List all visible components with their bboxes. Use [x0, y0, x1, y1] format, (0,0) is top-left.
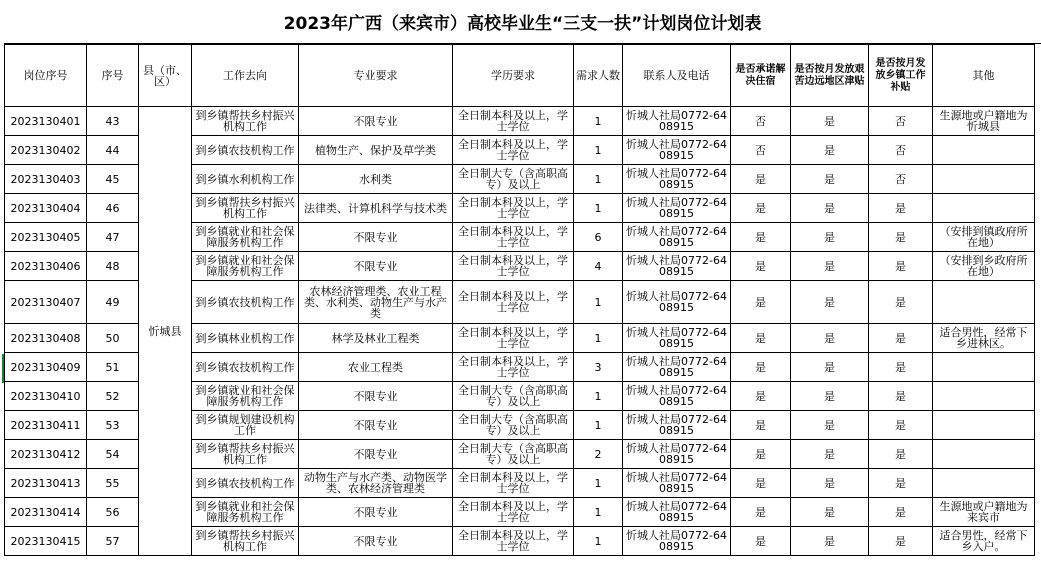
cell-dest[interactable]: 到乡镇农技机构工作 [192, 469, 299, 498]
cell-county[interactable]: 忻城县 [139, 107, 192, 556]
cell-num[interactable]: 1 [574, 382, 623, 411]
cell-housing[interactable]: 是 [731, 324, 791, 353]
cell-seq[interactable]: 44 [87, 136, 139, 165]
header-dest[interactable]: 工作去向 [192, 45, 299, 107]
cell-seq[interactable]: 50 [87, 324, 139, 353]
cell-num[interactable]: 1 [574, 324, 623, 353]
cell-town[interactable]: 是 [869, 527, 933, 556]
cell-seq[interactable]: 54 [87, 440, 139, 469]
cell-contact[interactable]: 忻城人社局0772-6408915 [623, 527, 731, 556]
cell-num[interactable]: 3 [574, 353, 623, 382]
cell-code[interactable]: 2023130409 [5, 353, 87, 382]
cell-edu[interactable]: 全日制大专（含高职高专）及以上 [453, 382, 574, 411]
cell-num[interactable]: 1 [574, 469, 623, 498]
cell-town[interactable]: 是 [869, 353, 933, 382]
cell-remote[interactable]: 是 [791, 136, 869, 165]
cell-remote[interactable]: 是 [791, 223, 869, 252]
cell-housing[interactable]: 是 [731, 223, 791, 252]
cell-housing[interactable]: 否 [731, 107, 791, 136]
cell-edu[interactable]: 全日制本科及以上，学士学位 [453, 527, 574, 556]
header-seq[interactable]: 序号 [87, 45, 139, 107]
cell-seq[interactable]: 52 [87, 382, 139, 411]
cell-major[interactable]: 不限专业 [299, 498, 453, 527]
cell-other[interactable] [933, 165, 1035, 194]
cell-town[interactable]: 是 [869, 281, 933, 324]
cell-remote[interactable]: 是 [791, 382, 869, 411]
cell-major[interactable]: 动物生产与水产类、动物医学类、农林经济管理类 [299, 469, 453, 498]
cell-contact[interactable]: 忻城人社局0772-6408915 [623, 411, 731, 440]
cell-remote[interactable]: 是 [791, 469, 869, 498]
cell-contact[interactable]: 忻城人社局0772-6408915 [623, 440, 731, 469]
positions-table [4, 44, 1035, 556]
cell-dest[interactable]: 到乡镇农技机构工作 [192, 353, 299, 382]
cell-housing[interactable]: 是 [731, 382, 791, 411]
cell-edu[interactable]: 全日制大专（含高职高专）及以上 [453, 440, 574, 469]
cell-major[interactable]: 法律类、计算机科学与技术类 [299, 194, 453, 223]
cell-dest[interactable]: 到乡镇林业机构工作 [192, 324, 299, 353]
cell-contact[interactable]: 忻城人社局0772-6408915 [623, 252, 731, 281]
cell-seq[interactable]: 56 [87, 498, 139, 527]
cell-edu[interactable]: 全日制本科及以上，学士学位 [453, 469, 574, 498]
cell-remote[interactable]: 是 [791, 194, 869, 223]
cell-num[interactable]: 1 [574, 498, 623, 527]
cell-other[interactable]: 生源地或户籍地为来宾市 [933, 498, 1035, 527]
cell-town[interactable]: 是 [869, 324, 933, 353]
cell-edu[interactable]: 全日制本科及以上，学士学位 [453, 223, 574, 252]
cell-other[interactable]: 适合男性，经常下乡进林区。 [933, 324, 1035, 353]
cell-dest[interactable]: 到乡镇农技机构工作 [192, 281, 299, 324]
cell-num[interactable]: 1 [574, 527, 623, 556]
cell-town[interactable]: 是 [869, 440, 933, 469]
cell-seq[interactable]: 49 [87, 281, 139, 324]
cell-code[interactable]: 2023130411 [5, 411, 87, 440]
cell-contact[interactable]: 忻城人社局0772-6408915 [623, 382, 731, 411]
cell-remote[interactable]: 是 [791, 165, 869, 194]
cell-dest[interactable]: 到乡镇帮扶乡村振兴机构工作 [192, 194, 299, 223]
cell-num[interactable]: 1 [574, 136, 623, 165]
header-edu[interactable]: 学历要求 [453, 45, 574, 107]
cell-major[interactable]: 不限专业 [299, 223, 453, 252]
cell-seq[interactable]: 48 [87, 252, 139, 281]
cell-other[interactable]: 生源地或户籍地为忻城县 [933, 107, 1035, 136]
cell-dest[interactable]: 到乡镇帮扶乡村振兴机构工作 [192, 107, 299, 136]
cell-town[interactable]: 是 [869, 411, 933, 440]
cell-major[interactable]: 植物生产、保护及草学类 [299, 136, 453, 165]
cell-contact[interactable]: 忻城人社局0772-6408915 [623, 353, 731, 382]
cell-other[interactable]: （安排到乡政府所在地） [933, 252, 1035, 281]
cell-num[interactable]: 1 [574, 281, 623, 324]
cell-num[interactable]: 6 [574, 223, 623, 252]
cell-other[interactable] [933, 411, 1035, 440]
header-remote[interactable]: 是否按月发放艰苦边远地区津贴 [791, 45, 869, 107]
cell-major[interactable]: 不限专业 [299, 440, 453, 469]
cell-housing[interactable]: 否 [731, 136, 791, 165]
cell-edu[interactable]: 全日制本科及以上，学士学位 [453, 498, 574, 527]
cell-edu[interactable]: 全日制本科及以上，学士学位 [453, 324, 574, 353]
cell-seq[interactable]: 47 [87, 223, 139, 252]
cell-seq[interactable]: 43 [87, 107, 139, 136]
cell-seq[interactable]: 57 [87, 527, 139, 556]
header-num[interactable]: 需求人数 [574, 45, 623, 107]
cell-dest[interactable]: 到乡镇就业和社会保障服务机构工作 [192, 382, 299, 411]
cell-major[interactable]: 不限专业 [299, 382, 453, 411]
header-contact[interactable]: 联系人及电话 [623, 45, 731, 107]
cell-town[interactable]: 是 [869, 194, 933, 223]
cell-num[interactable]: 1 [574, 107, 623, 136]
cell-major[interactable]: 不限专业 [299, 252, 453, 281]
cell-housing[interactable]: 是 [731, 469, 791, 498]
cell-major[interactable]: 水利类 [299, 165, 453, 194]
cell-housing[interactable]: 是 [731, 440, 791, 469]
cell-town[interactable]: 是 [869, 498, 933, 527]
cell-remote[interactable]: 是 [791, 353, 869, 382]
cell-town[interactable]: 是 [869, 469, 933, 498]
cell-dest[interactable]: 到乡镇水利机构工作 [192, 165, 299, 194]
header-housing[interactable]: 是否承诺解决住宿 [731, 45, 791, 107]
cell-contact[interactable]: 忻城人社局0772-6408915 [623, 324, 731, 353]
cell-contact[interactable]: 忻城人社局0772-6408915 [623, 498, 731, 527]
cell-housing[interactable]: 是 [731, 252, 791, 281]
cell-code[interactable]: 2023130401 [5, 107, 87, 136]
cell-code[interactable]: 2023130415 [5, 527, 87, 556]
cell-edu[interactable]: 全日制本科及以上，学士学位 [453, 252, 574, 281]
cell-dest[interactable]: 到乡镇农技机构工作 [192, 136, 299, 165]
cell-major[interactable]: 不限专业 [299, 527, 453, 556]
cell-contact[interactable]: 忻城人社局0772-6408915 [623, 194, 731, 223]
cell-contact[interactable]: 忻城人社局0772-6408915 [623, 223, 731, 252]
cell-code[interactable]: 2023130413 [5, 469, 87, 498]
cell-code[interactable]: 2023130408 [5, 324, 87, 353]
cell-housing[interactable]: 是 [731, 194, 791, 223]
cell-major[interactable]: 不限专业 [299, 107, 453, 136]
cell-code[interactable]: 2023130414 [5, 498, 87, 527]
cell-major[interactable]: 农林经济管理类、农业工程类、水利类、动物生产与水产类 [299, 281, 453, 324]
header-other[interactable]: 其他 [933, 45, 1035, 107]
header-major[interactable]: 专业要求 [299, 45, 453, 107]
cell-edu[interactable]: 全日制本科及以上，学士学位 [453, 281, 574, 324]
cell-seq[interactable]: 53 [87, 411, 139, 440]
cell-major[interactable]: 林学及林业工程类 [299, 324, 453, 353]
cell-num[interactable]: 1 [574, 411, 623, 440]
cell-edu[interactable]: 全日制本科及以上，学士学位 [453, 136, 574, 165]
cell-housing[interactable]: 是 [731, 411, 791, 440]
cell-seq[interactable]: 46 [87, 194, 139, 223]
cell-housing[interactable]: 是 [731, 527, 791, 556]
cell-major[interactable]: 不限专业 [299, 411, 453, 440]
cell-housing[interactable]: 是 [731, 281, 791, 324]
cell-remote[interactable]: 是 [791, 411, 869, 440]
cell-major[interactable]: 农业工程类 [299, 353, 453, 382]
cell-seq[interactable]: 51 [87, 353, 139, 382]
cell-other[interactable] [933, 469, 1035, 498]
cell-num[interactable]: 1 [574, 194, 623, 223]
cell-edu[interactable]: 全日制本科及以上，学士学位 [453, 107, 574, 136]
header-county[interactable]: 县（市、区） [139, 45, 192, 107]
cell-town[interactable]: 是 [869, 382, 933, 411]
cell-remote[interactable]: 是 [791, 252, 869, 281]
cell-other[interactable]: 适合男性，经常下乡入户。 [933, 527, 1035, 556]
cell-town[interactable]: 是 [869, 252, 933, 281]
cell-dest[interactable]: 到乡镇帮扶乡村振兴机构工作 [192, 440, 299, 469]
cell-code[interactable]: 2023130407 [5, 281, 87, 324]
cell-num[interactable]: 4 [574, 252, 623, 281]
cell-edu[interactable]: 全日制大专（含高职高专）及以上 [453, 411, 574, 440]
cell-town[interactable]: 否 [869, 107, 933, 136]
cell-code[interactable]: 2023130410 [5, 382, 87, 411]
cell-seq[interactable]: 55 [87, 469, 139, 498]
cell-remote[interactable]: 是 [791, 440, 869, 469]
cell-contact[interactable]: 忻城人社局0772-6408915 [623, 136, 731, 165]
cell-dest[interactable]: 到乡镇帮扶乡村振兴机构工作 [192, 527, 299, 556]
cell-remote[interactable]: 是 [791, 324, 869, 353]
cell-remote[interactable]: 是 [791, 107, 869, 136]
cell-dest[interactable]: 到乡镇规划建设机构工作 [192, 411, 299, 440]
cell-seq[interactable]: 45 [87, 165, 139, 194]
cell-other[interactable] [933, 353, 1035, 382]
cell-edu[interactable]: 全日制本科及以上，学士学位 [453, 353, 574, 382]
cell-code[interactable]: 2023130406 [5, 252, 87, 281]
cell-housing[interactable]: 是 [731, 353, 791, 382]
cell-code[interactable]: 2023130404 [5, 194, 87, 223]
cell-town[interactable]: 否 [869, 165, 933, 194]
cell-housing[interactable]: 是 [731, 498, 791, 527]
header-town[interactable]: 是否按月发放乡镇工作补贴 [869, 45, 933, 107]
cell-dest[interactable]: 到乡镇就业和社会保障服务机构工作 [192, 223, 299, 252]
cell-contact[interactable]: 忻城人社局0772-6408915 [623, 107, 731, 136]
cell-edu[interactable]: 全日制大专（含高职高专）及以上 [453, 165, 574, 194]
cell-contact[interactable]: 忻城人社局0772-6408915 [623, 469, 731, 498]
cell-other[interactable]: （安排到镇政府所在地） [933, 223, 1035, 252]
cell-other[interactable] [933, 382, 1035, 411]
cell-remote[interactable]: 是 [791, 281, 869, 324]
cell-code[interactable]: 2023130403 [5, 165, 87, 194]
cell-other[interactable] [933, 281, 1035, 324]
cell-code[interactable]: 2023130402 [5, 136, 87, 165]
cell-contact[interactable]: 忻城人社局0772-6408915 [623, 281, 731, 324]
cell-contact[interactable]: 忻城人社局0772-6408915 [623, 165, 731, 194]
cell-dest[interactable]: 到乡镇就业和社会保障服务机构工作 [192, 252, 299, 281]
header-code[interactable]: 岗位序号 [5, 45, 87, 107]
cell-town[interactable]: 是 [869, 223, 933, 252]
cell-code[interactable]: 2023130405 [5, 223, 87, 252]
cell-num[interactable]: 2 [574, 440, 623, 469]
cell-town[interactable]: 否 [869, 136, 933, 165]
cell-code[interactable]: 2023130412 [5, 440, 87, 469]
cell-dest[interactable]: 到乡镇就业和社会保障服务机构工作 [192, 498, 299, 527]
cell-remote[interactable]: 是 [791, 527, 869, 556]
cell-other[interactable] [933, 440, 1035, 469]
cell-other[interactable] [933, 194, 1035, 223]
cell-edu[interactable]: 全日制本科及以上，学士学位 [453, 194, 574, 223]
cell-other[interactable] [933, 136, 1035, 165]
cell-num[interactable]: 1 [574, 165, 623, 194]
header-row [5, 45, 1035, 107]
cell-remote[interactable]: 是 [791, 498, 869, 527]
table-row [5, 107, 1035, 136]
cell-housing[interactable]: 是 [731, 165, 791, 194]
sheet-title: 2023年广西（来宾市）高校毕业生“三支一扶”计划岗位计划表 [4, 0, 1041, 44]
